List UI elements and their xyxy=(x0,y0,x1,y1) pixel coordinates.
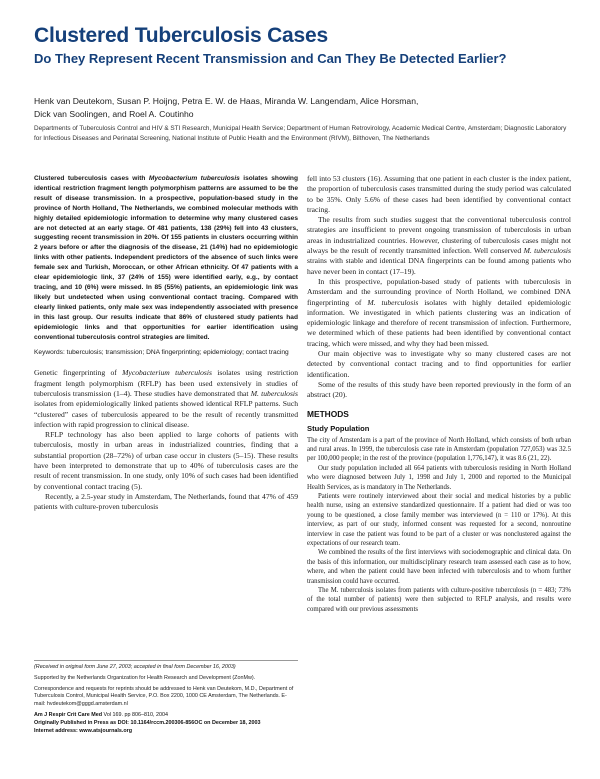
received-text: (Received in original form June 27, 2003; accepted in final form December 16, 2003) xyxy=(34,664,236,670)
text-run-italic: Mycobacterium tuberculosis xyxy=(122,368,212,378)
abstract-text: isolates showing identical restriction fragment length polymorphism patterns are assumed to be the result of disease transmission. In a prospective, population-based study in the province of North Holland, The Netherlands, we combined molecular methods with highly detailed epidemiologic information to determine why many clustered cases are not detected at an early stage. Of 481 patients, 138 (29%) fell into 43 clusters, suggesting recent transmission in 20%. Of 155 patients in clusters occurring within 2 years before or after the diagnosis of the disease, 21 (14%) had no epidemiologic links with other patients. Independent predictors of the absence of such links were female sex and Turkish, Moroccan, or other African ethnicity. Of 47 patients with a clear epidemiologic link, 37 (24% of 155) were identified early, e.g., by contact tracing, and 10 (6%) were missed. In 85 (55%) patients, an epidemiologic link was likely but undetected when using conventional contact tracing. Compared with clearly linked patients, only male sex was independently associated with presence in this last group. Our results indicate that 86% of clustered study patients had epidemiologic links and that opportunities for earlier identification using conventional tuberculosis control strategies are limited. xyxy=(34,175,298,341)
methods-paragraph-3: Patients were routinely interviewed about their social and medical histories by a public health nurse, using an extensive standardized questionnaire. If a patient had died or was too young to be questioned, a close family member was interviewed (n = 110 or 17%). At this interview, as part of our study, informed consent was requested for a second, nonroutine interview in case the patient was found to be part of a cluster or was nonclustered against the expectations of our research team. xyxy=(307,492,571,547)
text-run: In this prospective, population-based study of patients with tuberculosis in Amsterdam and the surrounding province of North Holland, we combined DNA fingerprinting of xyxy=(307,276,571,307)
abstract-italic: Mycobacterium tuberculosis xyxy=(148,175,240,182)
abstract-text: Clustered tuberculosis cases with xyxy=(34,175,149,182)
affiliations: Departments of Tuberculosis Control and HIV & STI Research, Municipal Health Service; Department of Human Retrovirology, Academic Medical Centre, Amsterdam; Diagnostic Laboratory for Infectious Diseases and Perinatal Screening, National Institute of Public Health and the Environment (RIVM), Bilthoven, The Netherlands xyxy=(34,125,567,142)
text-run: Some of the results of this study have been reported previously in the form of an abstract (20). xyxy=(307,379,571,400)
methods-heading: METHODS xyxy=(307,408,349,419)
intro-paragraph-4 xyxy=(307,174,571,215)
right-column xyxy=(307,174,571,614)
author-line-1: Henk van Deutekom, Susan P. Hoijng, Petra E. W. de Haas, Miranda W. Langendam, Alice Horsman, xyxy=(34,96,419,106)
author-line-2: Dick van Soolingen, and Roel A. Coutinho xyxy=(34,109,194,119)
article-subtitle: Do They Represent Recent Transmission and Can They Be Detected Earlier? xyxy=(34,51,507,66)
intro-paragraph-2 xyxy=(34,430,298,492)
doi-note: Originally Published in Press as DOI: 10.1164/rccm.200306-856OC on December 18, 2003 xyxy=(34,719,261,726)
text-run: strains with stable and identical DNA fingerprints can be found among patients who have never been in contact (17–19). xyxy=(307,256,571,276)
article-title: Clustered Tuberculosis Cases xyxy=(34,24,328,47)
internet-address: Internet address: www.atsjournals.org xyxy=(34,727,133,734)
intro-paragraph-5 xyxy=(307,215,571,277)
intro-paragraph-8 xyxy=(307,380,571,401)
intro-paragraph-3 xyxy=(34,492,298,513)
keywords: Keywords: tuberculosis; transmission; DNA fingerprinting; epidemiology; contact tracing xyxy=(34,349,289,357)
intro-paragraph-7 xyxy=(307,349,571,380)
text-run: Our main objective was to investigate why so many clustered cases are not detected by conventional contact tracing and to find opportunities for earlier identification. xyxy=(307,349,571,379)
abstract xyxy=(34,174,298,342)
footnotes xyxy=(34,660,298,738)
methods-paragraph-4: We combined the results of the first interviews with sociodemographic and clinical data. On the basis of this information, our multidisciplinary research team assessed each case as to how, where, and when the patient could have been infected with tuberculosis and to whom further transmission could have occurred. xyxy=(307,549,571,585)
intro-paragraph-1 xyxy=(34,368,298,430)
left-column xyxy=(34,174,298,512)
study-population-heading: Study Population xyxy=(307,423,370,433)
methods-paragraph-5: The M. tuberculosis isolates from patients with culture-positive tuberculosis (n = 483; 73% of the total number of patients) were then subjected to RFLP analysis, and results were compared with our previous assessments xyxy=(307,587,571,613)
text-run-italic: M. tuberculosis xyxy=(250,388,298,398)
text-run: The results from such studies suggest that the conventional tuberculosis control strategies are insufficient to prevent ongoing transmission of tuberculosis in urban areas in industrialized countries. However, clustering of tuberculosis cases might not always be the result of recently transmitted infection. Well conserved xyxy=(307,215,571,256)
journal-info xyxy=(34,712,298,735)
intro-paragraph-6 xyxy=(307,277,571,349)
text-run: Genetic fingerprinting of xyxy=(34,368,123,378)
author-list xyxy=(34,95,574,121)
methods-paragraph-2: Our study population included all 664 patients with tuberculosis residing in North Holland who were diagnosed between July 1, 1998 and July 1, 2000 and reported to the Municipal Health Services, as is mandatory in The Netherlands. xyxy=(307,464,571,491)
text-run: Recently, a 2.5-year study in Amsterdam, The Netherlands, found that 47% of 459 patients with culture-proven tuberculosis xyxy=(34,491,298,512)
text-run-italic: M. tuberculosis xyxy=(367,297,419,307)
text-run: fell into 53 clusters (16). Assuming that one patient in each cluster is the index patient, the proportion of tuberculosis cases transmitted during the study period was calculated to be 35%. Only 5.6% of these cases had been identified by conventional contact tracing. xyxy=(307,174,571,214)
methods-paragraph-1: The city of Amsterdam is a part of the province of North Holland, which consists of both urban and rural areas. In 1999, the tuberculosis case rate in Amsterdam (population 727,053) was 32.5 per 100,000 people; in the rest of the province (population 1,776,147), it was 8.6 (21, 22). xyxy=(307,436,571,463)
received-note xyxy=(34,664,298,672)
text-run: RFLP technology has also been applied to large cohorts of patients with tuberculosis, mostly in urban areas in industrialized countries, finding that a substantial proportion (28–72%) of urban case occur in clusters (5–15). These results have been interpreted to demonstrate that up to 40% of tuberculosis cases are the result of recent transmission. In one study, only 10% of such cases had been identified by conventional contact tracing (5). xyxy=(34,430,298,491)
correspondence-note: Correspondence and requests for reprints should be addressed to Henk van Deutekom, M.D., Department of Tuberculosis Control, Municipal Health Service, P.O. Box 2200, 1000 CE Amsterdam, The Netherlands. E-mail: hvdeutekom@gggd.amsterdam.nl xyxy=(34,685,294,708)
text-run: isolates from epidemiologically linked patients showed identical RFLP patterns. Such “clustered” cases of tuberculosis appeared to be the result of recently transmitted infection with rapid progression to clinical disease. xyxy=(34,399,298,429)
text-run-italic: M. tuberculosis xyxy=(523,246,571,256)
text-run: isolates using restriction fragment length polymorphism (RFLP) has been used extensively in studies of tuberculosis transmission (1–4). These studies have demonstrated that xyxy=(34,368,298,398)
text-run: isolates with highly detailed epidemiologic information. We investigated in which patients clustering was an indication of epidemiologic linkage and therefore of recent transmission of infection. Furthermore, we determined which of these patients had been identified by conventional contact tracing, which were missed, and why they had been missed. xyxy=(307,297,572,348)
journal-volume: Vol 169. pp 806–810, 2004 xyxy=(103,711,168,718)
support-note: Supported by the Netherlands Organization for Health Research and Development (ZonMw). xyxy=(34,674,256,681)
journal-name: Am J Respir Crit Care Med xyxy=(34,711,103,718)
